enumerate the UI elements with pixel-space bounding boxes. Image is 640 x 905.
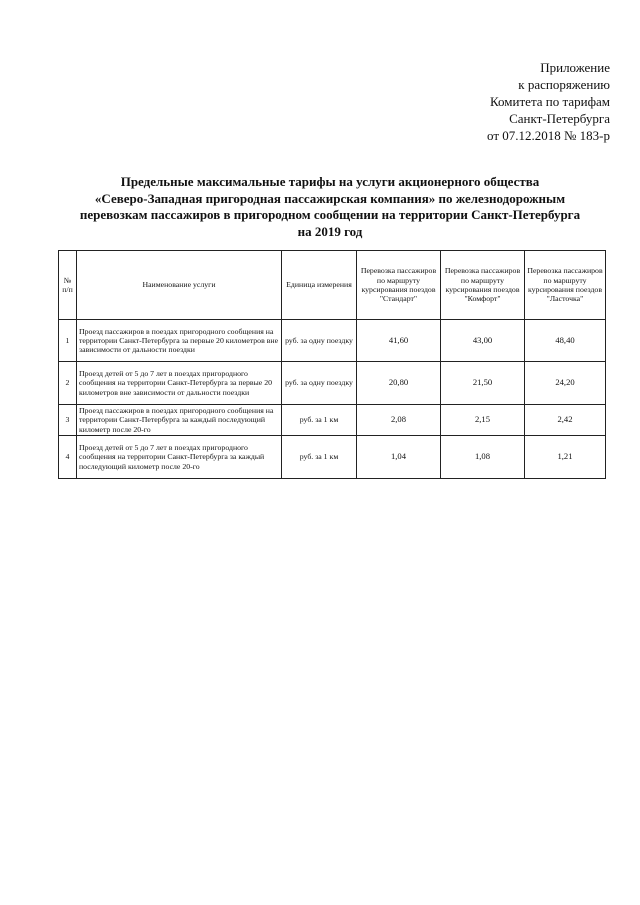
appendix-line-3: Комитета по тарифам [490,94,610,109]
tariff-table [58,250,606,479]
title-line-1: Предельные максимальные тарифы на услуги акционерного общества [120,174,540,189]
row-price-lastochka: 1,21 [525,435,606,478]
header-standard: Перевозка пассажиров по маршруту курсирования поездов "Стандарт" [357,251,441,320]
table-row [59,320,606,362]
row-service: Проезд детей от 5 до 7 лет в поездах пригородного сообщения на территории Санкт-Петербурга за каждый последующий километр после 20-го [77,435,282,478]
row-unit: руб. за 1 км [282,435,357,478]
row-num: 4 [59,435,77,478]
row-price-lastochka: 48,40 [525,320,606,362]
header-comfort: Перевозка пассажиров по маршруту курсирования поездов "Комфорт" [441,251,525,320]
document-title [60,174,600,240]
header-num: № п/п [59,251,77,320]
row-price-lastochka: 24,20 [525,362,606,405]
row-num: 2 [59,362,77,405]
table-row [59,405,606,436]
row-unit: руб. за одну поездку [282,362,357,405]
table-row [59,362,606,405]
row-unit: руб. за одну поездку [282,320,357,362]
row-price-comfort: 2,15 [441,405,525,436]
row-price-standard: 1,04 [357,435,441,478]
row-price-lastochka: 2,42 [525,405,606,436]
title-line-4: на 2019 год [297,223,363,239]
row-service: Проезд детей от 5 до 7 лет в поездах пригородного сообщения на территории Санкт-Петербурга за первые 20 километров вне зависимости от дальности поездки [77,362,282,405]
row-unit: руб. за 1 км [282,405,357,436]
row-service: Проезд пассажиров в поездах пригородного сообщения на территории Санкт-Петербурга за каждый последующий километр после 20-го [77,405,282,436]
title-line-3: перевозкам пассажиров в пригородном сообщении на территории Санкт-Петербурга [79,207,581,222]
header-service: Наименование услуги [77,251,282,320]
table-header-row [59,251,606,320]
row-num: 3 [59,405,77,436]
appendix-line-2: к распоряжению [518,77,610,92]
row-price-standard: 2,08 [357,405,441,436]
appendix-line-4: Санкт-Петербурга [509,111,610,126]
appendix-block [487,59,610,144]
row-num: 1 [59,320,77,362]
row-service: Проезд пассажиров в поездах пригородного сообщения на территории Санкт-Петербурга за первые 20 километров вне зависимости от дальности поездки [77,320,282,362]
appendix-line-1: Приложение [540,60,610,75]
row-price-standard: 41,60 [357,320,441,362]
row-price-comfort: 43,00 [441,320,525,362]
row-price-standard: 20,80 [357,362,441,405]
header-unit: Единица измерения [282,251,357,320]
table-row [59,435,606,478]
row-price-comfort: 21,50 [441,362,525,405]
header-lastochka: Перевозка пассажиров по маршруту курсирования поездов "Ласточка" [525,251,606,320]
appendix-line-5: от 07.12.2018 № 183-р [487,128,610,143]
row-price-comfort: 1,08 [441,435,525,478]
title-line-2: «Северо-Западная пригородная пассажирская компания» по железнодорожным [94,190,566,206]
